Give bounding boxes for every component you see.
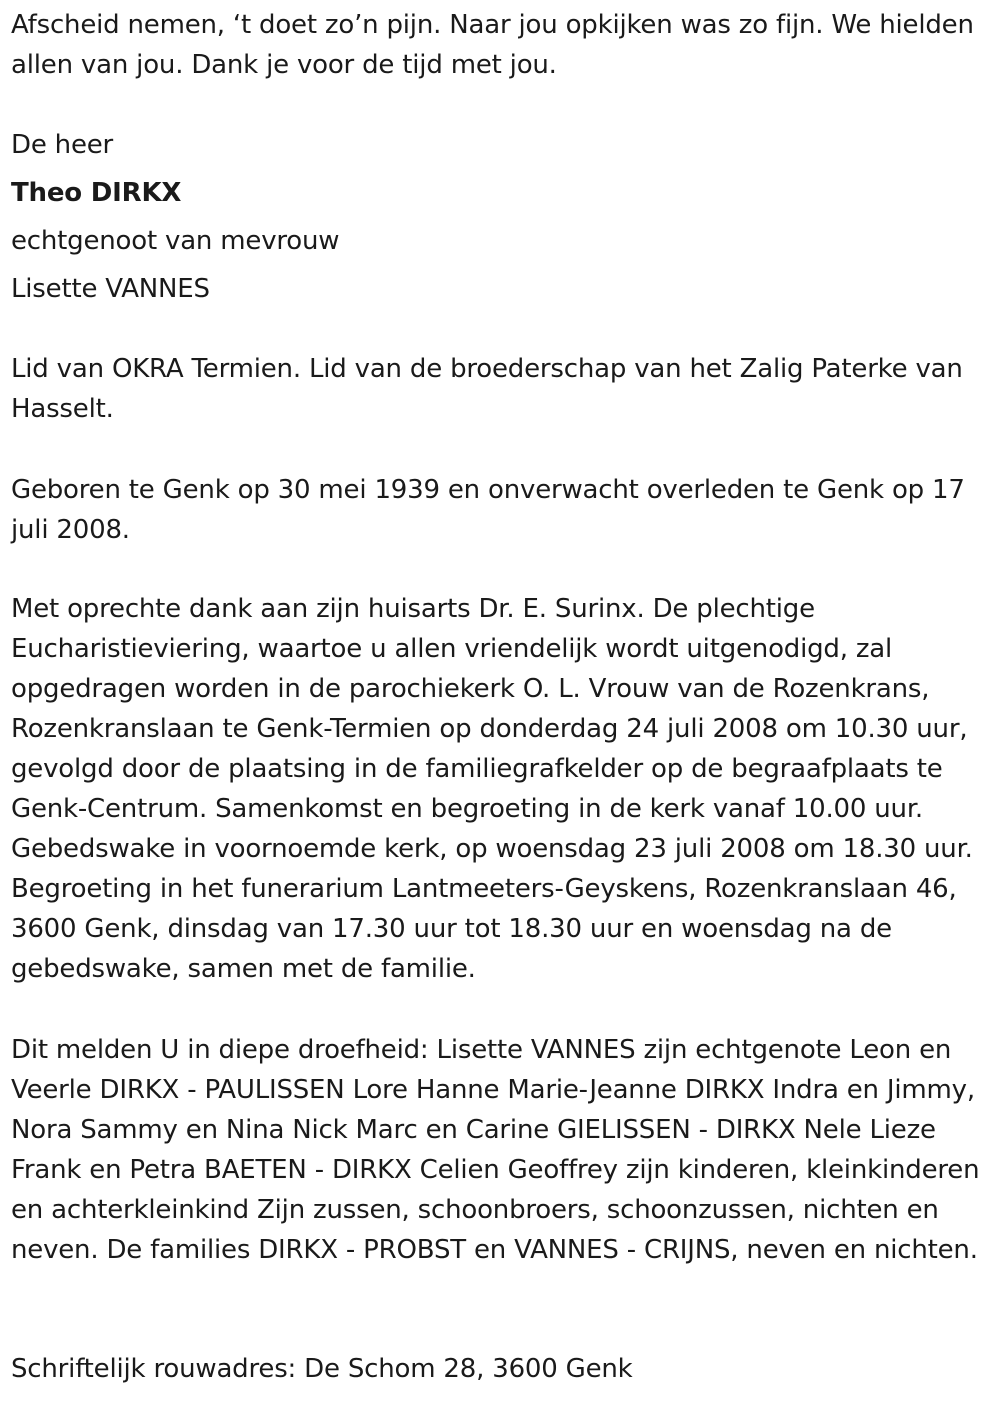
memberships-paragraph: Lid van OKRA Termien. Lid van de broederschap van het Zalig Paterke van Hasselt. bbox=[11, 354, 963, 424]
deceased-name: Theo DIRKX bbox=[11, 178, 182, 208]
spouse-name: Lisette VANNES bbox=[11, 274, 210, 304]
address-line: Schriftelijk rouwadres: De Schom 28, 3600 Genk bbox=[11, 1354, 633, 1384]
intro-quote: Afscheid nemen, ‘t doet zo’n pijn. Naar jou opkijken was zo fijn. We hielden allen van jou. Dank je voor de tijd met jou. bbox=[11, 10, 974, 80]
ceremony-paragraph: Met oprechte dank aan zijn huisarts Dr. E. Surinx. De plechtige Eucharistieviering, waartoe u allen vriendelijk wordt uitgenodigd, zal opgedragen worden in de parochiekerk O. L. Vrouw van de Rozenkrans, Rozenkranslaan te Genk-Termien op donderdag 24 juli 2008 om 10.30 uur, gevolgd door de plaatsing in de familiegrafkelder op de begraafplaats te Genk-Centrum. Samenkomst en begroeting in de kerk vanaf 10.00 uur. Gebedswake in voornoemde kerk, op woensdag 23 juli 2008 om 18.30 uur. Begroeting in het funerarium Lantmeeters-Geyskens, Rozenkranslaan 46, 3600 Genk, dinsdag van 17.30 uur tot 18.30 uur en woensdag na de gebedswake, samen met de familie. bbox=[11, 594, 973, 984]
title-prefix: De heer bbox=[11, 130, 114, 160]
family-paragraph: Dit melden U in diepe droefheid: Lisette VANNES zijn echtgenote Leon en Veerle DIRKX - PAULISSEN Lore Hanne Marie-Jeanne DIRKX Indra en Jimmy, Nora Sammy en Nina Nick Marc en Carine GIELISSEN - DIRKX Nele Lieze Frank en Petra BAETEN - DIRKX Celien Geoffrey zijn kinderen, kleinkinderen en achterkleinkind Zijn zussen, schoonbroers, schoonzussen, nichten en neven. De families DIRKX - PROBST en VANNES - CRIJNS, neven en nichten. bbox=[11, 1035, 980, 1265]
birth-death-paragraph: Geboren te Genk op 30 mei 1939 en onverwacht overleden te Genk op 17 juli 2008. bbox=[11, 475, 965, 545]
spouse-label: echtgenoot van mevrouw bbox=[11, 226, 340, 256]
